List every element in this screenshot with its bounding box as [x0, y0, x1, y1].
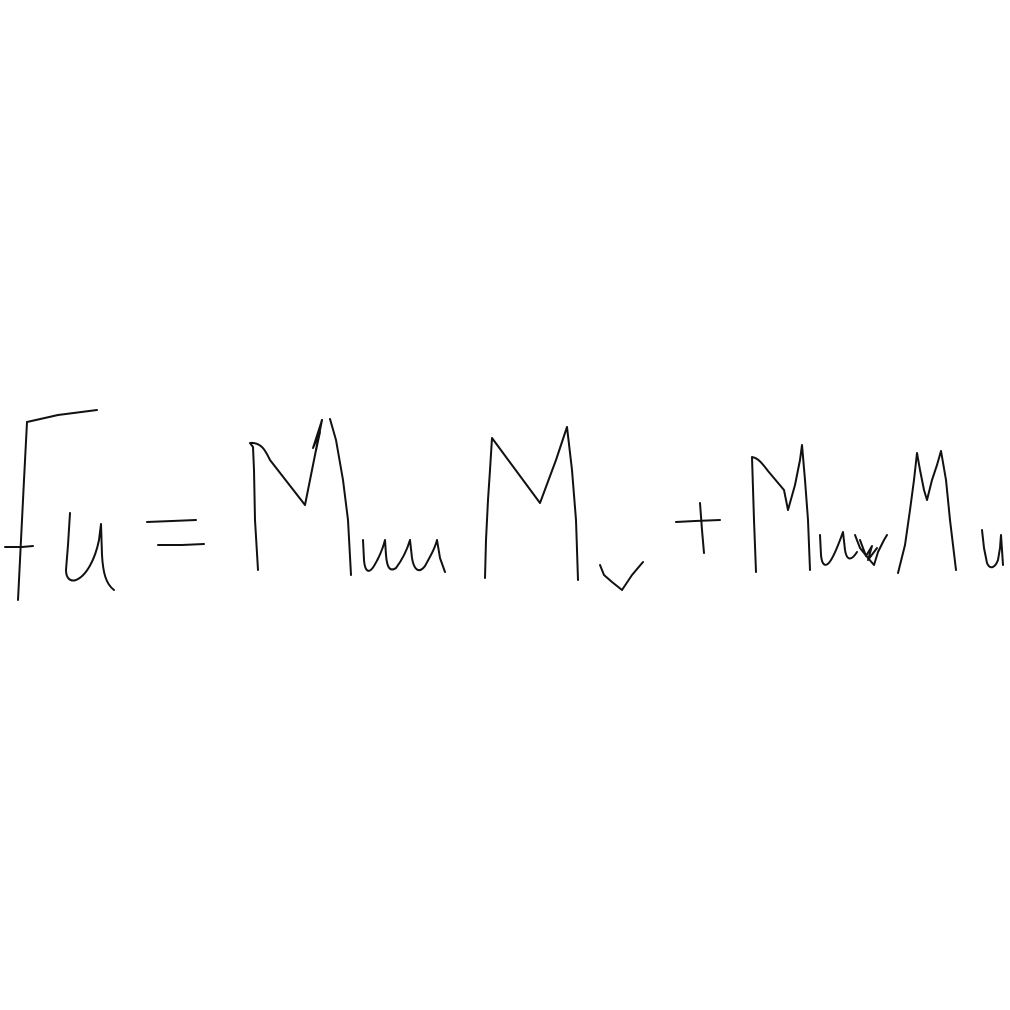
- symbol-v-subscript: [600, 562, 643, 590]
- stroke: [700, 503, 704, 553]
- stroke: [600, 562, 643, 590]
- stroke: [66, 513, 114, 590]
- stroke: [250, 420, 322, 570]
- stroke: [313, 420, 322, 450]
- stroke: [18, 422, 27, 600]
- symbol-u-subscript-2: [982, 530, 1003, 567]
- stroke: [898, 451, 956, 573]
- symbol-M-3: [752, 445, 810, 572]
- stroke: [676, 520, 720, 522]
- symbol-plus: [676, 503, 720, 553]
- stroke: [5, 546, 33, 547]
- symbol-M-2: [485, 427, 578, 580]
- stroke: [330, 419, 351, 575]
- stroke: [27, 410, 97, 422]
- symbol-M-1: [250, 419, 351, 575]
- stroke: [752, 445, 810, 572]
- stroke: [363, 540, 445, 572]
- stroke: [820, 532, 857, 565]
- symbol-F: [5, 410, 97, 600]
- stroke: [982, 530, 1003, 567]
- stroke: [158, 544, 204, 545]
- symbol-uv-subscript: [820, 532, 887, 565]
- symbol-equals: [147, 520, 204, 545]
- stroke: [485, 427, 578, 580]
- symbol-u-subscript-1: [66, 513, 114, 590]
- symbol-uu-subscript: [363, 540, 445, 572]
- stroke: [147, 520, 196, 522]
- symbol-M-4: [898, 451, 956, 573]
